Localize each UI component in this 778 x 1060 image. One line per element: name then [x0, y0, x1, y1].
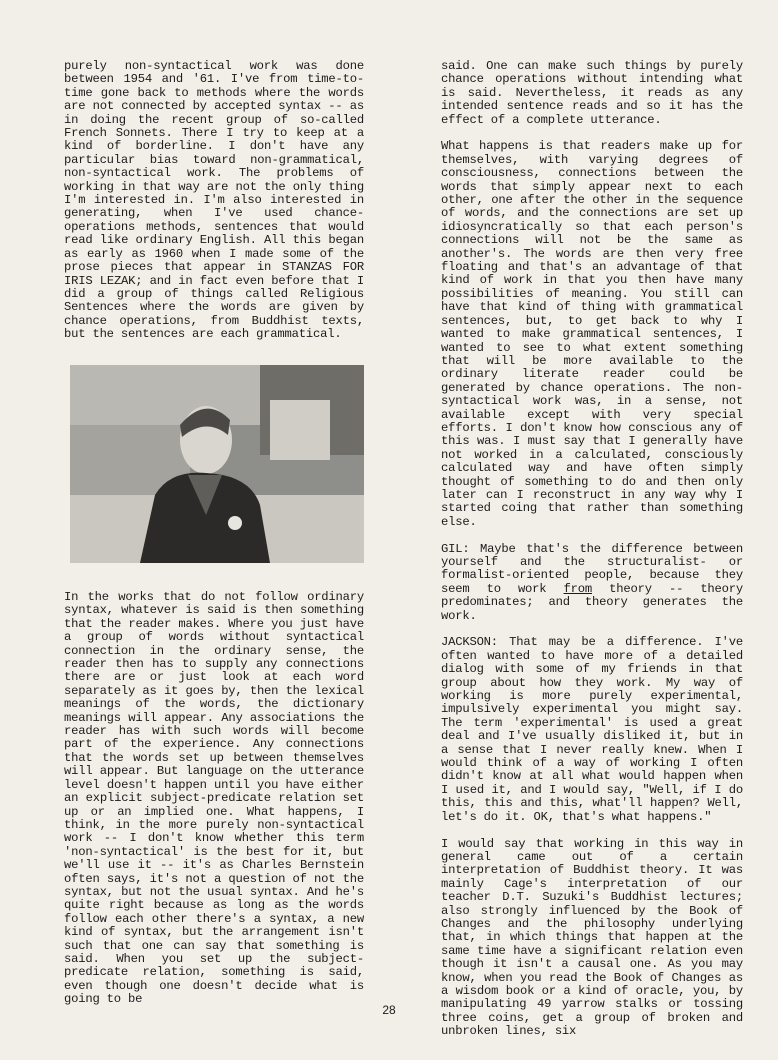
portrait-photo-image — [70, 365, 364, 563]
right-paragraph-3 — [441, 543, 743, 623]
portrait-photo — [70, 365, 364, 563]
right-paragraph-4: JACKSON: That may be a difference. I've often wanted to have more of a detailed dialog with some of my friends in that group about how they work. My way of working is more purely experimental, impulsively experimental you might say. The term 'experimental' is used a great deal and I've usually disliked it, but in a sense that I never really knew. When I would think of a way of working I often didn't know at all what would happen when I used it, and I would say, "Well, if I do this, this and this, what'll happen? Well, let's do it. OK, that's what happens." — [441, 635, 743, 824]
right-paragraph-5: I would say that working in this way in general came out of a certain interpretation of Buddhist theory. It was mainly Cage's interpretation of our teacher D.T. Suzuki's Buddhist lectures; also strongly influenced by the Book of Changes and the philosophy underlying that, in which things that happen at the same time have a significant relation even though it isn't a causal one. As you may know, when you read the Book of Changes as a wisdom book or a kind of oracle, you, by manipulating 49 yarrow stalks or tossing three coins, get a group of broken and unbroken lines, six — [441, 836, 743, 1039]
left-bottom-paragraph: In the works that do not follow ordinary syntax, whatever is said is then something that the reader makes. Where you just have a group of words without syntactical connection in the ordinary sense, the reader then has to supply any connections there are or just look at each word separately as it goes by, then the lexical meanings of the words, the dictionary meanings will appear. Any associations the reader has with such words will become part of the experience. Any connections that the words set up between themselves will appear. But language on the utterance level doesn't happen until you have either an explicit subject-predicate relation set up or an implied one. What happens, I think, in the more purely non-syntactical work -- I don't know whether this term 'non-syntactical' is the best for it, but we'll use it -- it's as Charles Bernstein often says, it's not a question of not the syntax, but not the usual syntax. And he's quite right because as long as the words follow each other there's a syntax, a new kind of syntax, but the arrangement isn't such that one can say that something is said. When you set up the subject-predicate relation, something is said, even though one doesn't decide what is going to be — [64, 590, 364, 1007]
right-paragraph-1: said. One can make such things by purely chance operations without intending what is said. Nevertheless, it reads as any intended sentence reads and so it has the effect of a complete utterance. — [441, 59, 743, 127]
page-number: 28 — [382, 1003, 396, 1017]
right-paragraph-2: What happens is that readers make up for themselves, with varying degrees of consciousness, connections between the words that simply appear next to each other, one after the other in the sequence of words, and the connections are set up idiosyncratically so that each person's connections will not be the same as another's. The words are then very free floating and that's an advantage of that kind of work in that you then have many possibilities of meaning. You still can have that kind of thing with grammatical sentences, but, to get back to why I wanted to make grammatical sentences, I wanted to see to what extent something that will be more available to the ordinary literate reader could be generated by chance operations. The non-syntactical work was, in a sense, not available except with very special efforts. I don't know how conscious any of this was. I must say that I generally have not worked in a calculated, consciously calculated way and have often simply thought of something to do and then only later can I reconstruct in any way why I started coing that rather than something else. — [441, 139, 743, 529]
p3-underlined-word: from — [563, 581, 593, 596]
left-column — [64, 60, 364, 355]
right-column — [441, 60, 743, 1052]
p3-text-after: theory -- theory predominates; and theory generates the work. — [441, 581, 744, 623]
left-lower-column — [64, 591, 364, 1020]
left-top-paragraph: purely non-syntactical work was done between 1954 and '61. I've from time-to-time gone back to methods where the words are not connected by accepted syntax -- as in doing the recent group of so-called French Sonnets. There I try to keep at a kind of borderline. I don't have any particular bias toward non-grammatical, non-syntactical work. The problems of working in that way are not the only thing I'm interested in. I'm also interested in generating, when I've used chance-operations methods, sentences that would read like ordinary English. All this began as early as 1960 when I made some of the prose pieces that appear in STANZAS FOR IRIS LEZAK; and in fact even before that I did a group of things called Religious Sentences where the words are given by chance operations, from Buddhist texts, but the sentences are each grammatical. — [64, 59, 364, 342]
p3-text-before: GIL: Maybe that's the difference between yourself and the structuralist- or formalist-oriented people, because they seem to work — [441, 541, 743, 596]
